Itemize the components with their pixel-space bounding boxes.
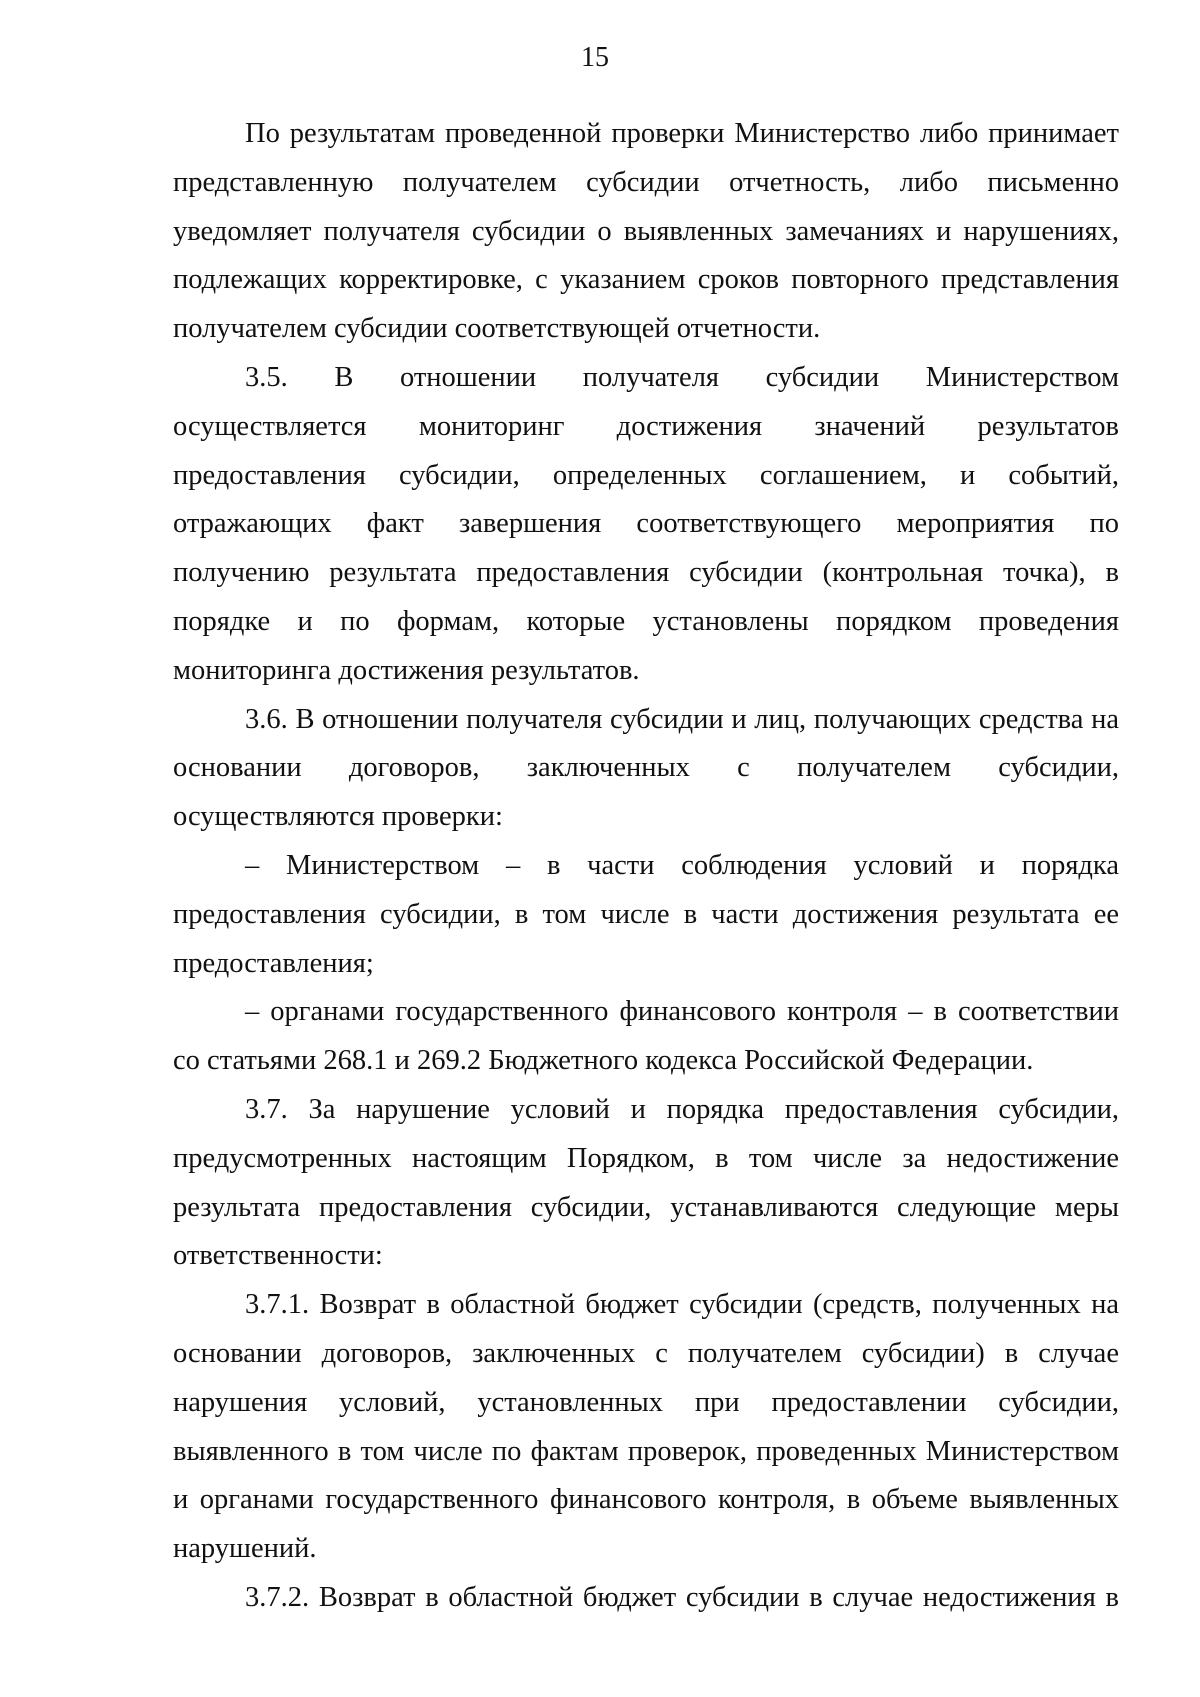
paragraph-inspection-results: По результатам проведенной проверки Министерство либо принимает представленную получателем субсидии отчетность, либо письменно уведомляет получателя субсидии о выявленных замечаниях и нарушениях, подлежащих корректировке, с указанием сроков повторного представления получателем субсидии соответствующей отчетности. <box>173 118 1119 345</box>
paragraph-3-7-liability: 3.7. За нарушение условий и порядка предоставления субсидии, предусмотренных настоящим Порядком, в том числе за недостижение результата предоставления субсидии, устанавливаются следующие меры ответственности: <box>173 1093 1119 1272</box>
document-body <box>173 110 1119 1623</box>
paragraph-3-5-monitoring: 3.5. В отношении получателя субсидии Министерством осуществляется мониторинг достижения значений результатов предоставления субсидии, определенных соглашением, и событий, отражающих факт завершения соответствующего мероприятия по получению результата предоставления субсидии (контрольная точка), в порядке и по формам, которые установлены порядком проведения мониторинга достижения результатов. <box>173 361 1119 686</box>
paragraph-3-6-inspections: 3.6. В отношении получателя субсидии и лиц, получающих средства на основании договоров, заключенных с получателем субсидии, осуществляются проверки: <box>173 703 1119 833</box>
list-item-financial-control: – органами государственного финансового контроля – в соответствии со статьями 268.1 и 269.2 Бюджетного кодекса Российской Федерации. <box>173 996 1119 1077</box>
list-item-ministry: – Министерством – в части соблюдения условий и порядка предоставления субсидии, в том числе в части достижения результата ее предоставления; <box>173 849 1119 979</box>
paragraph-3-7-1-refund: 3.7.1. Возврат в областной бюджет субсидии (средств, полученных на основании договоров, заключенных с получателем субсидии) в случае нарушения условий, установленных при предоставлении субсидии, выявленного в том числе по фактам проверок, проведенных Министерством и органами государственного финансового контроля, в объеме выявленных нарушений. <box>173 1289 1119 1565</box>
paragraph-3-7-2-refund: 3.7.2. Возврат в областной бюджет субсидии в случае недостижения в <box>245 1581 1119 1613</box>
page-number: 15 <box>581 42 609 73</box>
